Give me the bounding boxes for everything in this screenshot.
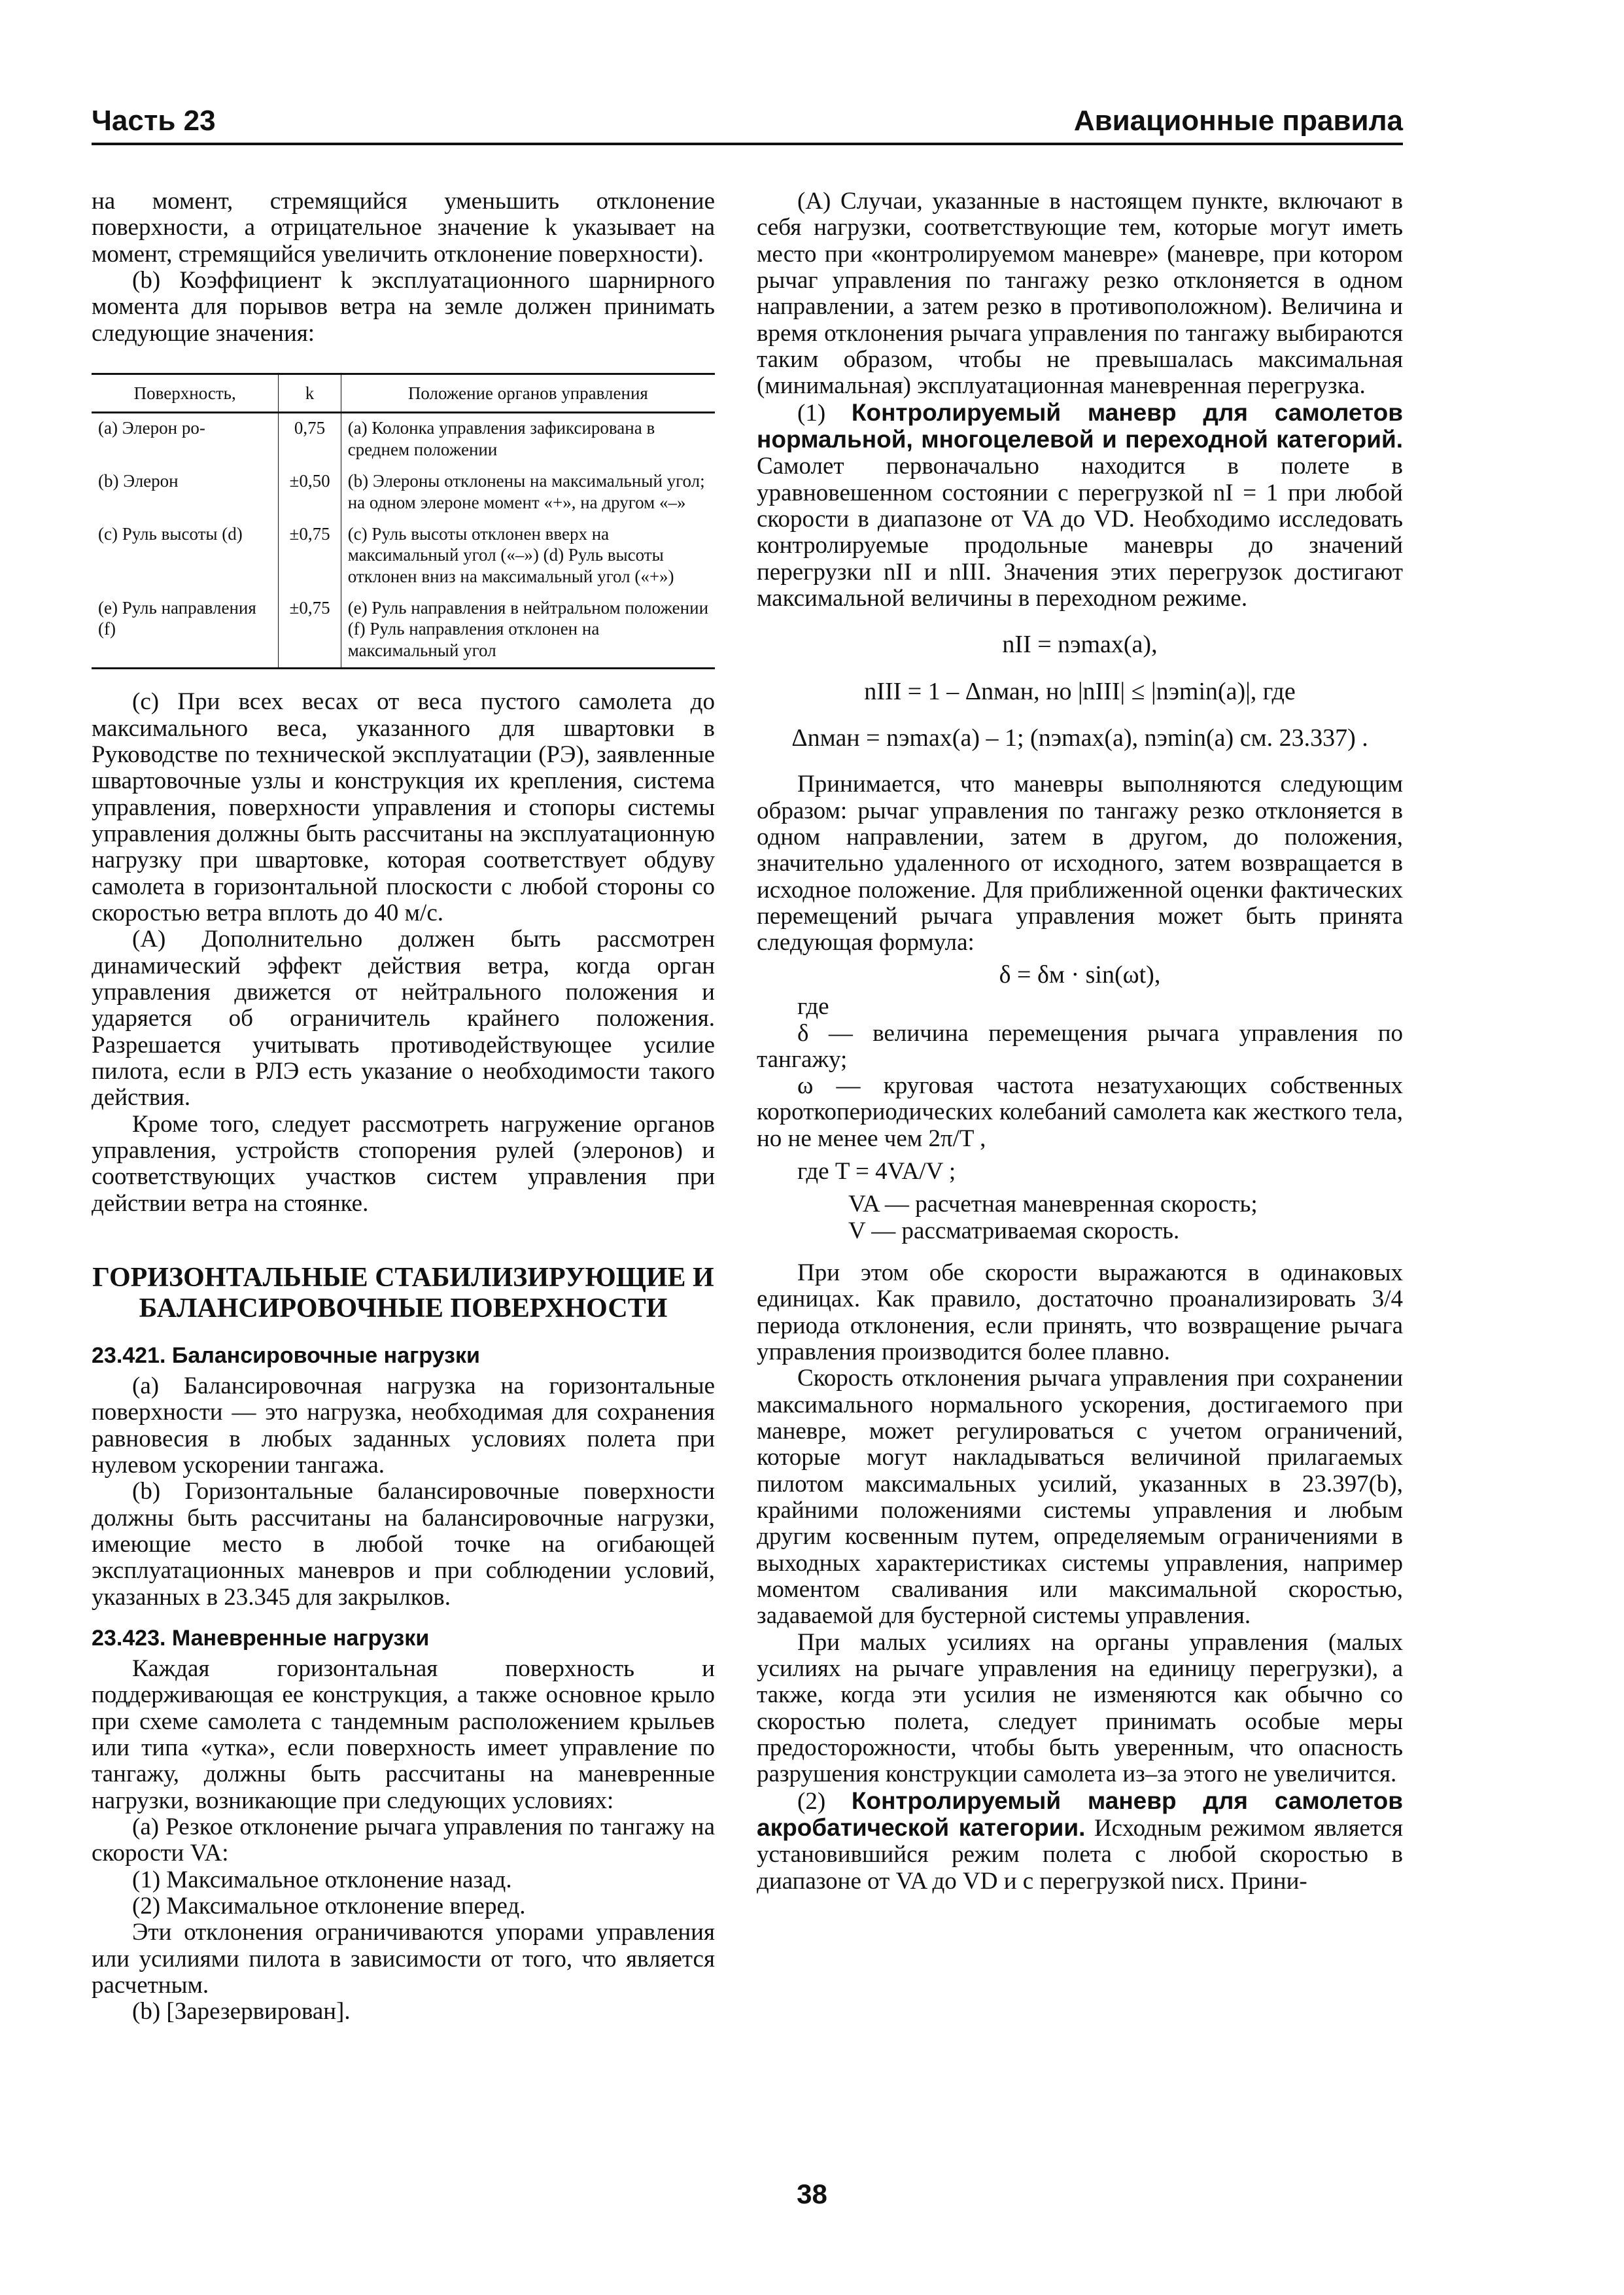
paragraph: Принимается, что маневры выполняются следующим образом: рычаг управления по тангажу резко отклоняется в одном направлении, затем в другом, до положения, значительно удаленного от исходного, затем возвращается в исходное положение. Для приближенной оценки фактических перемещений рычага управления может быть принята следующая формула:	[757, 771, 1403, 956]
running-header	[92, 98, 1403, 145]
header-title: Авиационные правила	[1073, 105, 1403, 137]
paragraph: δ — величина перемещения рычага управления по тангажу;	[757, 1019, 1403, 1073]
paragraph-lead: Контролируемый маневр для самолетов акробатической категории.	[757, 1787, 1403, 1842]
formula: где T = 4VA/V ;	[797, 1158, 956, 1185]
table-header: Положение органов управления	[341, 374, 715, 412]
paragraph: Кроме того, следует рассмотреть нагружение органов управления, устройств стопорения рулей (элеронов) и соответствующих участков систем управления при действии ветра на стоянке.	[92, 1110, 715, 1217]
paragraph: При этом обе скорости выражаются в одинаковых единицах. Как правило, достаточно проанализировать 3/4 периода отклонения, если принять, что возвращение рычага управления производится более плавно.	[757, 1259, 1403, 1366]
paragraph: V — рассматриваемая скорость.	[848, 1217, 1180, 1244]
paragraph: (b) Коэффициент k эксплуатационного шарнирного момента для порывов ветра на земле должен принимать следующие значения:	[92, 266, 715, 347]
right-column	[757, 188, 1403, 1895]
paragraph-text: Исходным режимом является установившийся режим полета с любой скоростью в диапазоне от VA до VD и с перегрузкой nисх. Прини-	[757, 1815, 1403, 1895]
paragraph: (b) Горизонтальные балансировочные поверхности должны быть рассчитаны на балансировочные нагрузки, имеющие место в любой точке на огибающей эксплуатационных маневров и при соблюдении условий, указанных в 23.345 для закрылков.	[92, 1478, 715, 1611]
hinge-moment-table	[92, 373, 715, 669]
table-row	[92, 593, 715, 669]
paragraph: (1) Максимальное отклонение назад.	[132, 1866, 512, 1893]
paragraph: ω — круговая частота незатухающих собственных короткопериодических колебаний самолета как жесткого тела, но не менее чем 2π/T ,	[757, 1072, 1403, 1152]
paragraph: Эти отклонения ограничиваются упорами управления или усилиями пилота в зависимости от того, что является расчетным.	[92, 1919, 715, 1999]
paragraph: (a) Резкое отклонение рычага управления по тангажу на скорости VA:	[92, 1813, 715, 1867]
table-cell: (c) Руль высоты (d)	[98, 523, 243, 544]
paragraph: (a) Балансировочная нагрузка на горизонтальные поверхности — это нагрузка, необходимая для сохранения равновесия в любых заданных условиях полета при нулевом ускорении тангажа.	[92, 1372, 715, 1479]
paragraph-text: Самолет первоначально находится в полете в уравновешенном состоянии с перегрузкой nI = 1 при любой скорости в диапазоне от VA до VD. Необходимо исследовать контролируемые продольные маневры до значений перегрузки nII и nIII. Значения этих перегрузок достигают максимальной величины в переходном режиме.	[757, 453, 1403, 612]
left-column	[92, 188, 715, 2025]
paragraph: Скорость отклонения рычага управления при сохранении максимального нормального ускорения, достигаемого при маневре, может регулироваться с учетом ограничений, которые могут накладываться величиной прилагаемых пилотом максимальных усилий, указанных в 23.397(b), крайними положениями системы управления и любым другим косвенным путем, определяемым ограничениями в выходных характеристиках системы управления, например моментом сваливания или максимальной скоростью, задаваемой для бустерной системы управления.	[757, 1365, 1403, 1630]
paragraph: При малых усилиях на органы управления (малых усилиях на рычаге управления на единицу перегрузки), а также, когда эти усилия не изменяются как обычно со скоростью полета, следует принимать особые меры предосторожности, чтобы быть уверенным, что опасность разрушения конструкции самолета из–за этого не увеличится.	[757, 1628, 1403, 1788]
page-number: 38	[797, 2179, 827, 2209]
paragraph: (A) Случаи, указанные в настоящем пункте, включают в себя нагрузки, соответствующие тем, которые могут иметь место при «контролируемом маневре» (маневре, при котором рычаг управления по тангажу резко отклоняется в одном направлении, а затем резко в противоположном). Величина и время отклонения рычага управления по тангажу выбираются таким образом, чтобы не превышалась максимальная (минимальная) эксплуатационная маневренная перегрузка.	[757, 188, 1403, 400]
subsection-heading: 23.423. Маневренные нагрузки	[92, 1625, 430, 1651]
table-cell: (e) Руль направления в нейтральном положении (f) Руль направления отклонен на максимальный угол	[341, 593, 715, 669]
table-cell: (b) Элерон	[98, 471, 179, 491]
table-row	[92, 519, 715, 593]
formula: δ = δм · sin(ωt),	[999, 960, 1161, 989]
table-header-row	[92, 374, 715, 412]
table-cell: (a) Элерон ро-	[98, 418, 205, 438]
formula: nII = nэmax(a),	[1002, 631, 1158, 659]
table-cell: (b) Элероны отклонены на максимальный угол; на одном элероне момент «+», на другом «–»	[341, 466, 715, 519]
paragraph: (b) [Зарезервирован].	[132, 1998, 351, 2025]
paragraph-number: (2)	[797, 1787, 852, 1815]
subsection-heading: 23.421. Балансировочные нагрузки	[92, 1342, 480, 1368]
table-row	[92, 466, 715, 519]
section-heading: ГОРИЗОНТАЛЬНЫЕ СТАБИЛИЗИРУЮЩИЕ И БАЛАНСИРОВОЧНЫЕ ПОВЕРХНОСТИ	[92, 1262, 714, 1323]
table-cell: ±0,75	[279, 593, 341, 669]
table-cell: ±0,50	[279, 466, 341, 519]
table-row	[92, 413, 715, 466]
paragraph: (A) Дополнительно должен быть рассмотрен динамический эффект действия ветра, когда орган управления движется от нейтрального положения и ударяется об ограничитель крайнего положения. Разрешается учитывать противодействующее усилие пилота, если в РЛЭ есть указание о необходимости такого действия.	[92, 926, 715, 1112]
paragraph: (c) При всех весах от веса пустого самолета до максимального веса, указанного для швартовки в Руководстве по технической эксплуатации (РЭ), заявленные швартовочные узлы и конструкция их крепления, система управления, поверхности управления и стопоры системы управления должны быть рассчитаны на эксплуатационную нагрузку при швартовке, которая соответствует обдуву самолета в горизонтальной плоскости с любой стороны со скоростью ветра вплоть до 40 м/с.	[92, 688, 715, 926]
paragraph: на момент, стремящийся уменьшить отклонение поверхности, а отрицательное значение k указывает на момент, стремящийся увеличить отклонение поверхности).	[92, 188, 715, 268]
paragraph: VA — расчетная маневренная скорость;	[848, 1191, 1258, 1218]
paragraph	[757, 1788, 1403, 1895]
table-header: Поверхность,	[92, 374, 279, 412]
table-cell: (c) Руль высоты отклонен вверх на максимальный угол («–») (d) Руль высоты отклонен вниз на максимальный угол («+»)	[341, 519, 715, 593]
formula: nIII = 1 – Δnман, но |nIII| ≤ |nэmin(a)|, где	[864, 677, 1296, 705]
paragraph	[757, 400, 1403, 612]
paragraph: (2) Максимальное отклонение вперед.	[132, 1892, 526, 1919]
table-cell: (a) Колонка управления зафиксирована в среднем положении	[341, 413, 715, 466]
table-cell: (e) Руль направления (f)	[92, 593, 279, 669]
table-cell: ±0,75	[279, 519, 341, 593]
paragraph-lead: Контролируемый маневр для самолетов нормальной, многоцелевой и переходной категорий.	[757, 398, 1403, 453]
paragraph-number: (1)	[797, 399, 852, 427]
paragraph: где	[797, 993, 829, 1021]
formula: Δnман = nэmax(a) – 1; (nэmax(a), nэmin(a) см. 23.337) .	[791, 724, 1368, 752]
table-header: k	[279, 374, 341, 412]
paragraph: Каждая горизонтальная поверхность и поддерживающая ее конструкция, а также основное крыло при схеме самолета с тандемным расположением крыльев или типа «утка», если поверхность имеет управление по тангажу, должны быть рассчитаны на маневренные нагрузки, возникающие при следующих условиях:	[92, 1655, 715, 1814]
table-cell: 0,75	[279, 413, 341, 466]
header-part: Часть 23	[92, 105, 216, 137]
